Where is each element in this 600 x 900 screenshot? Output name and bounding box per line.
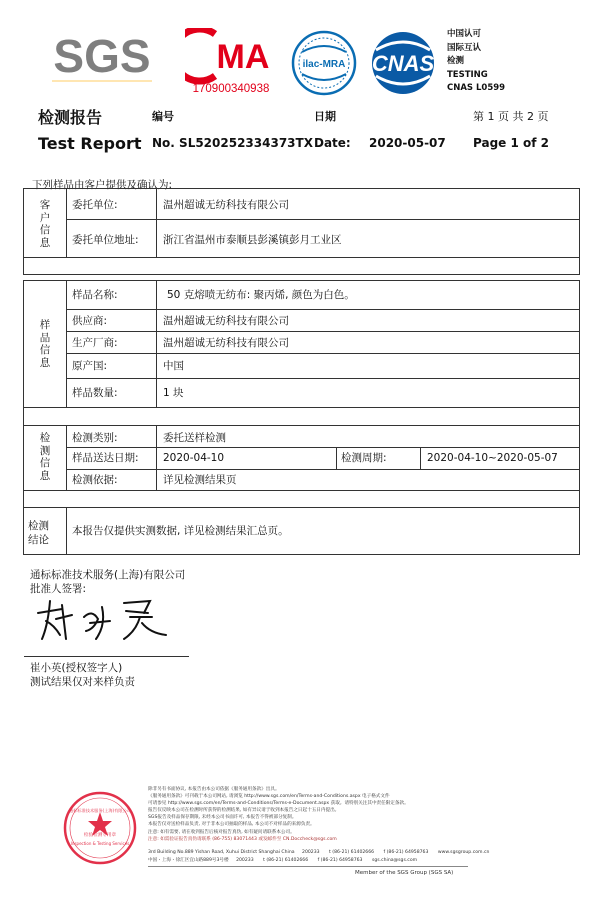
- section-char: 样: [39, 319, 51, 331]
- signature-line: [24, 656, 189, 657]
- section-char: 品: [39, 331, 51, 344]
- test-basis-label: 检测依据:: [72, 474, 118, 486]
- sgs-logo-text: SGS: [53, 30, 151, 82]
- accreditation-line: 国际互认: [447, 42, 482, 53]
- seal-text: 通标标准技术服务(上海)有限公司: [69, 808, 131, 813]
- manufacturer-value: 温州超诚无纺科技有限公司: [163, 337, 289, 349]
- seal-en: Inspection & Testing Services: [70, 841, 130, 846]
- number-label-en: No.: [152, 136, 175, 150]
- sample-info-table: [23, 188, 580, 558]
- address-fax: f (86-21) 64958763: [317, 858, 363, 863]
- section-char: 息: [39, 469, 51, 482]
- sample-section-label: [38, 319, 52, 369]
- conclusion-text: 本报告仅提供实测数据, 详见检测结果汇总页。: [72, 525, 289, 537]
- report-number: [152, 136, 313, 150]
- section-char: 检: [39, 432, 51, 444]
- cnas-logo-text: CNAS: [371, 51, 435, 76]
- signer-name: 崔小英(授权签字人): [30, 662, 123, 674]
- number-label-cn: 编号: [152, 110, 174, 123]
- report-title-cn: 检测报告: [38, 108, 103, 127]
- accreditation-line: 中国认可: [447, 29, 482, 39]
- report-title-en: Test Report: [38, 134, 142, 153]
- section-char: 信: [39, 344, 51, 356]
- address-web: www.sgsgroup.com.cn: [437, 850, 490, 855]
- address-text: 3rd Building No.889 Yishan Road, Xuhui District Shanghai China: [148, 850, 295, 855]
- fine-print-line: 注意: 如有需要, 请在收到报告后核对报告真伪, 如有疑问请联系本公司。: [148, 829, 295, 835]
- origin-label: 原产国:: [72, 360, 108, 372]
- section-char: 客: [39, 199, 51, 211]
- ilac-logo-text: ilac-MRA: [302, 59, 346, 70]
- footer-divider: [148, 866, 468, 867]
- quantity-label: 样品数量:: [72, 387, 118, 399]
- test-period-label: 检测周期:: [341, 452, 387, 464]
- section-char: 户: [39, 211, 51, 224]
- test-type-label: 检测类别:: [72, 432, 118, 444]
- sgs-logo: [52, 28, 152, 86]
- accreditation-line: 检测: [447, 56, 465, 66]
- intro-text: 下列样品由客户提供及确认为:: [32, 179, 173, 191]
- address-web: sgs.china@sgs.com: [371, 858, 418, 863]
- conclusion-section-label: [28, 519, 49, 547]
- supplier-value: 温州超诚无纺科技有限公司: [163, 315, 289, 327]
- accreditation-text: [447, 28, 505, 96]
- address-zip: 200233: [236, 858, 254, 863]
- cnas-logo: [366, 30, 440, 96]
- address-zip: 200233: [302, 850, 320, 855]
- seal-sub: 检验检测专用章: [83, 833, 117, 838]
- origin-value: 中国: [163, 360, 184, 372]
- date-label-cn: 日期: [314, 110, 336, 123]
- sample-name-value: 50 克熔喷无纺布: 聚丙烯, 颜色为白色。: [167, 289, 355, 301]
- page-en: Page 1 of 2: [473, 136, 549, 150]
- address-en: [148, 849, 489, 856]
- sgs-member: Member of the SGS Group (SGS SA): [355, 870, 454, 876]
- cma-number: 170900340938: [192, 83, 270, 95]
- manufacturer-label: 生产厂商:: [72, 337, 118, 349]
- fine-print-line: 本报告仅对送检样品负责, 对于非本公司抽取的样品, 本公司不对样品的来源负责。: [148, 822, 315, 828]
- ilac-mra-logo: [290, 30, 358, 96]
- address-cn: [148, 857, 417, 864]
- accreditation-line: TESTING: [447, 69, 488, 80]
- cma-c-shape: [185, 29, 215, 81]
- approver-label: 批准人签署:: [30, 583, 87, 595]
- client-name-label: 委托单位:: [72, 199, 118, 211]
- client-address-label: 委托单位地址:: [72, 234, 139, 246]
- sample-name-label: 样品名称:: [72, 289, 118, 301]
- received-date-value: 2020-04-10: [163, 452, 225, 464]
- client-address-value: 浙江省温州市泰顺县彭溪镇彭月工业区: [163, 234, 342, 246]
- quantity-value: 1 块: [163, 387, 184, 399]
- fine-print-line: 除非另有书面协议, 本报告由本公司依据《服务通用条款》出具。: [148, 787, 280, 792]
- cma-logo-text: MA: [216, 38, 270, 76]
- client-name-value: 温州超诚无纺科技有限公司: [163, 199, 289, 211]
- address-text: 中国・上海・徐汇区宜山路889号3号楼: [148, 858, 229, 863]
- accreditation-line: CNAS L0599: [447, 83, 506, 93]
- section-char: 息: [39, 236, 51, 249]
- test-type-value: 委托送样检测: [163, 432, 226, 444]
- fine-print-line: 报告仅反映本公司在检测时所获得的检测结果, 如有异议请于收到本报告之日起十五日内提出。: [148, 808, 340, 814]
- fine-print: [148, 786, 409, 843]
- disclaimer: 测试结果仅对来样负责: [30, 676, 135, 688]
- number-value: SL520252334373TX: [179, 136, 313, 150]
- test-period-value: 2020-04-10~2020-05-07: [427, 452, 558, 464]
- signature: [32, 595, 172, 645]
- address-fax: f (86-21) 64958763: [383, 850, 429, 855]
- report-date: 2020-05-07: [369, 136, 446, 150]
- address-tel: t (86-21) 61402666: [263, 858, 309, 863]
- fine-print-line: 可请参见 http://www.sgs.com/en/Terms-and-Conditions/Terms-e-Document.aspx 获取。请特别关注其中责任限定条款。: [148, 801, 409, 807]
- client-section-label: [38, 199, 52, 249]
- section-line: 结论: [28, 534, 49, 546]
- section-char: 信: [39, 224, 51, 236]
- page-cn: 第 1 页 共 2 页: [473, 110, 549, 123]
- contact-line: 注意: 如需验证报告真伪请联系 (86-755) 83071443 或发邮件至 CN.Doccheck@sgs.com: [148, 836, 337, 842]
- test-basis-value: 详见检测结果页: [163, 474, 237, 486]
- address-tel: t (86-21) 61402666: [329, 850, 375, 855]
- supplier-label: 供应商:: [72, 315, 108, 327]
- section-char: 息: [39, 356, 51, 369]
- test-section-label: [38, 432, 52, 482]
- received-date-label: 样品送达日期:: [72, 452, 139, 464]
- section-char: 测: [39, 444, 51, 457]
- company-seal: [62, 790, 138, 866]
- fine-print-line: 《服务通用条款》可刊载于本公司网站, 请浏览 http://www.sgs.com/en/Terms-and-Conditions.aspx 电子格式文件: [148, 794, 390, 800]
- fine-print-line: SGS报告及样品保存期限, 未经本公司书面许可, 本报告不得被部分复制。: [148, 815, 297, 821]
- date-label-en: Date:: [314, 136, 351, 150]
- section-char: 信: [39, 457, 51, 469]
- cma-logo: [185, 28, 277, 96]
- company-name: 通标标准技术服务(上海)有限公司: [30, 569, 186, 581]
- section-line: 检测: [28, 520, 49, 532]
